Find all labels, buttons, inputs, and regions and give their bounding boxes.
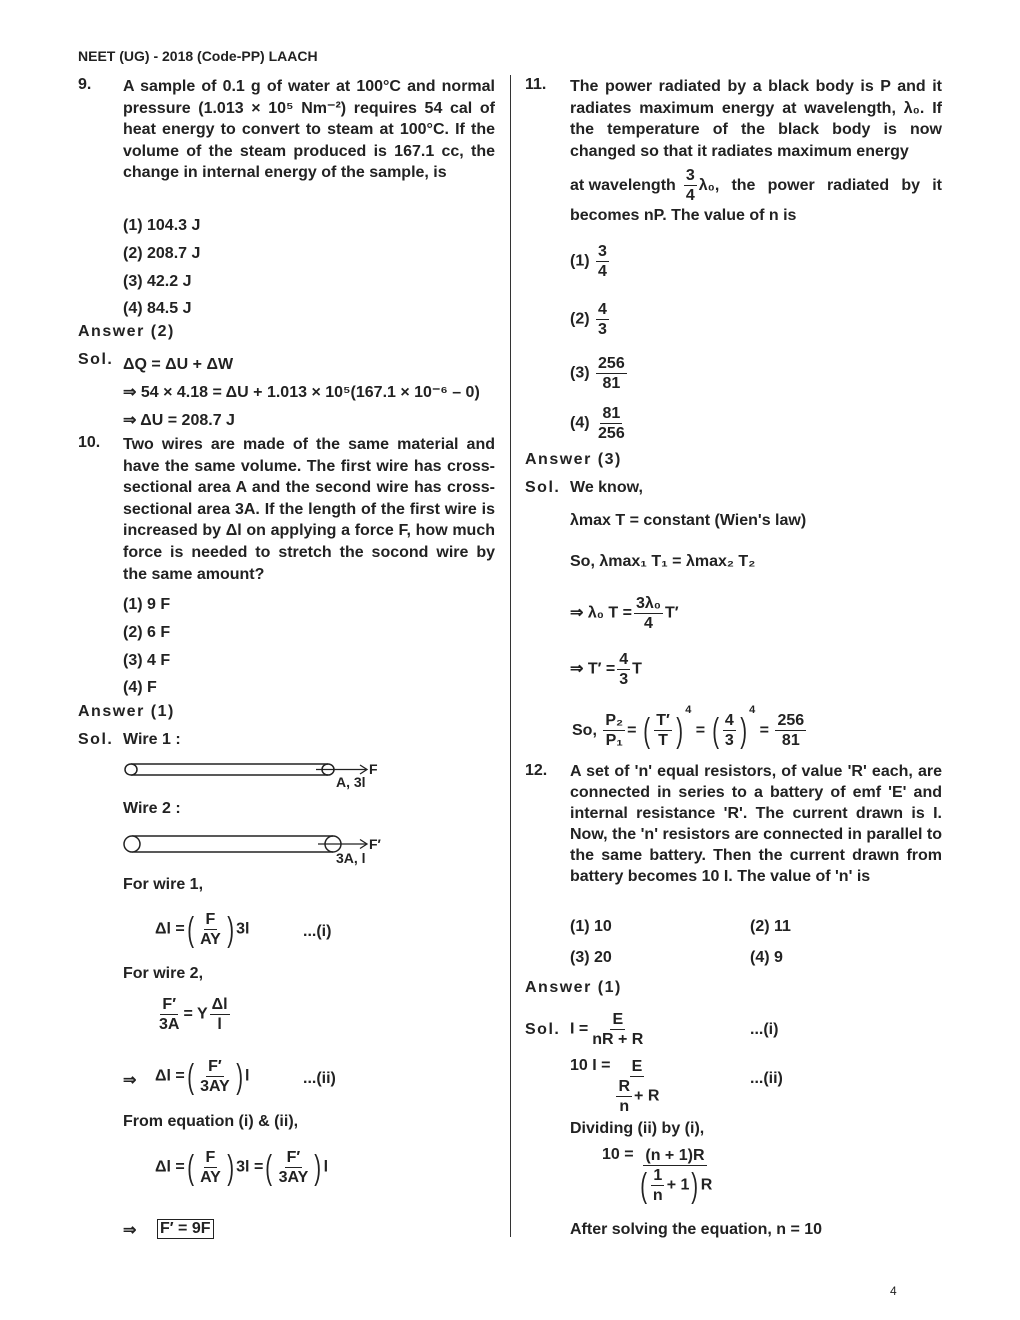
eq-num: P₂ [605, 712, 624, 730]
eq-num: 4 [619, 651, 629, 668]
sol-line: ⇒ ΔU = 208.7 J [123, 411, 235, 429]
q11-number: 11. [525, 76, 547, 93]
eq-text: ⇒ λ₀ T = [570, 604, 632, 622]
q10-options [123, 591, 170, 702]
q11-option-1 [570, 242, 611, 281]
q9-sol-label: Sol. [78, 351, 114, 368]
arrow: ⇒ [123, 1222, 137, 1239]
eq-text: l [323, 1158, 329, 1176]
text: λ₀, the power radiated by it [698, 176, 942, 194]
q11-answer: Answer (3) [525, 451, 622, 468]
frac-num: 256 [598, 355, 625, 372]
q11-text-line [570, 166, 942, 205]
eq-den: 3AY [200, 1078, 230, 1095]
eq-num: F′ [208, 1058, 222, 1075]
boxed-result: F′ = 9F [157, 1219, 214, 1239]
eq-den: l [217, 1016, 222, 1033]
eq-num: E [612, 1011, 624, 1028]
option: (3) 4 F [123, 651, 171, 669]
eq-den: 3A [159, 1016, 180, 1033]
eq-text: 3l = [236, 1158, 264, 1176]
q12-eq3: 10 = (n + 1)R ( $\frac{1}{n}$ + 1) R [602, 1146, 713, 1205]
q12-eq2 [570, 1057, 663, 1116]
option-label: (4) [570, 414, 590, 432]
q11-text-end: becomes nP. The value of n is [570, 207, 797, 224]
we-know: We know, [570, 479, 643, 496]
q9-options [123, 212, 200, 323]
eq-text: 10 = [602, 1146, 634, 1163]
q12-text: A set of 'n' equal resistors, of value 'R' each, are connected in series to a battery of emf 'E' and internal resistance 'R'. The current drawn is I. Now, the 'n' resistors are connected in parallel to the same battery. Then the current drawn from battery becomes 10 I. The value of 'n' is [570, 763, 942, 885]
frac-num: 4 [598, 301, 607, 318]
eq-tag: ...(ii) [303, 1070, 336, 1087]
eq-den: 3 [724, 732, 734, 750]
sol-line: ΔQ = ΔU + ΔW [123, 356, 234, 373]
eq-text: ⇒ T′ = [570, 660, 616, 678]
option: (3) 20 [570, 949, 612, 966]
option: (3) 42.2 J [123, 272, 192, 290]
q9-solution [123, 351, 480, 434]
eq-text: 10 I = [570, 1057, 611, 1074]
eq-num: R [618, 1078, 631, 1095]
q10-sol-label: Sol. [78, 731, 114, 748]
q9-answer: Answer (2) [78, 323, 175, 340]
option: (4) 9 [750, 949, 783, 966]
option: (2) 208.7 J [123, 244, 201, 262]
eq-tag: ...(ii) [750, 1070, 783, 1087]
page-header: NEET (UG) - 2018 (Code-PP) LAACH [78, 48, 318, 64]
frac-den: 4 [598, 263, 607, 280]
eq-text: T [632, 660, 642, 678]
frac-den: 81 [602, 375, 621, 392]
eq-num: E [631, 1058, 643, 1075]
eq-den: 3 [619, 671, 629, 688]
eq-den: 3AY [278, 1169, 309, 1186]
eq-tag: ...(i) [750, 1021, 779, 1038]
arrow: ⇒ [123, 1072, 137, 1089]
q12-answer: Answer (1) [525, 979, 622, 996]
exponent: 4 [685, 704, 692, 716]
eq-num: F [205, 911, 216, 928]
frac-num: 3 [598, 243, 607, 260]
option: (1) 9 F [123, 596, 171, 613]
eq-text: Δl = [155, 1067, 185, 1085]
eq-num: Δl [211, 996, 228, 1013]
q11-option-4 [570, 404, 629, 443]
eq-den: P₁ [605, 732, 623, 750]
eq-num: 4 [724, 712, 734, 730]
for-wire1: For wire 1, [123, 876, 204, 893]
q10-number: 10. [78, 434, 101, 451]
wire1-force: F [369, 761, 378, 777]
conclusion: After solving the equation, n = 10 [570, 1221, 823, 1238]
eq-num: T′ [656, 712, 670, 730]
eq-num: F′ [162, 996, 177, 1013]
frac-num: 3 [685, 167, 695, 184]
sol-line: ⇒ 54 × 4.18 = ΔU + 1.013 × 10⁵(167.1 × 10⁻⁶ – 0) [123, 383, 480, 401]
frac-den: 3 [598, 321, 607, 338]
column-divider [510, 75, 511, 1237]
eq-den: T [658, 732, 668, 750]
option: (1) 104.3 J [123, 217, 201, 234]
frac-num: 81 [602, 405, 621, 422]
q10-eq3: Δl =( $\frac{F'}{3AY}$ ) l [155, 1057, 250, 1096]
wire1-props: A, 3l [336, 774, 366, 790]
q12-number: 12. [525, 762, 548, 779]
q9-text: A sample of 0.1 g of water at 100°C and normal pressure (1.013 × 10⁵ Nm⁻²) requires 54 cal of heat energy to convert to steam at 100°C. If the volume of the steam produced is 167.1 cc, the change in internal energy of the sample, is [123, 78, 495, 182]
q10-eq1: Δl =( $\frac{F}{AY}$ ) 3l [155, 910, 250, 949]
q11-option-2 [570, 300, 611, 339]
eq-text: R [700, 1176, 713, 1194]
eq-tag: ...(i) [303, 923, 332, 940]
option-label: (2) [570, 310, 590, 328]
q10-eq4: Δl =( $\frac{F}{AY}$ ) 3l =( $\frac{F'}{3AY}$ ) l [155, 1148, 329, 1187]
eq-text: + R [634, 1087, 660, 1105]
eq-den: AY [200, 931, 221, 948]
option: (2) 11 [750, 918, 791, 935]
q11-sol-label: Sol. [525, 479, 561, 496]
eq-num: F′ [286, 1149, 301, 1166]
eq-num: (n + 1)R [645, 1147, 705, 1164]
eq-den: 4 [644, 615, 653, 632]
eq-text: Δl = [155, 1158, 185, 1176]
q12-sol-label: Sol. [525, 1021, 561, 1038]
q11-text: The power radiated by a black body is P and it radiates maximum energy at wavelength, λ₀. If the temperature of the black body is now changed so that it radiates maximum energy [570, 78, 942, 160]
q9-number: 9. [78, 76, 92, 93]
eq-num: 256 [777, 712, 805, 730]
eq-num: 3λ₀ [635, 595, 661, 612]
eq-text: I = [570, 1020, 589, 1038]
option: (1) 10 [570, 918, 612, 935]
eq-den: AY [200, 1169, 221, 1186]
eq-den: n [652, 1187, 663, 1204]
page-number: 4 [890, 1284, 897, 1298]
step-3 [570, 650, 642, 689]
frac-den: 4 [685, 187, 695, 204]
eq-num: 1 [653, 1167, 663, 1184]
eq-text: T′ [664, 604, 679, 622]
eq-num: F [205, 1149, 216, 1166]
q10-eq2 [155, 995, 232, 1034]
option: (4) F [123, 679, 157, 697]
eq-text: l [245, 1067, 250, 1085]
q11-option-3 [570, 354, 629, 393]
option-label: (1) [570, 252, 590, 270]
from-equation: From equation (i) & (ii), [123, 1113, 299, 1130]
option-label: (3) [570, 364, 590, 382]
wire2-props: 3A, l [336, 850, 366, 866]
dividing: Dividing (ii) by (i), [570, 1120, 705, 1137]
q10-answer: Answer (1) [78, 703, 175, 720]
wire2-force: F′ [369, 836, 381, 852]
eq-den: nR + R [592, 1031, 644, 1048]
step-1: So, λmax₁ T₁ = λmax₂ T₂ [570, 553, 756, 570]
wien-law: λmax T = constant (Wien's law) [570, 512, 807, 529]
step-4: So, $\frac{\text{P₂}}{\text{P₁}}$ = ( $\frac{T'}{T}$ )$^4$ = ( $\frac{4}{3}$ )$^4$ = $\frac{256}{81}$ [572, 704, 805, 750]
eq-den: n [619, 1098, 630, 1115]
eq-text: So, [572, 722, 597, 739]
text: at wavelength [570, 176, 676, 194]
q12-eq1 [570, 1010, 647, 1049]
frac-den: 256 [598, 425, 625, 442]
exponent: 4 [749, 704, 756, 716]
eq-text: Δl = [155, 920, 185, 938]
step-2 [570, 594, 679, 633]
eq-text: = Y [183, 1005, 208, 1023]
option: (4) 84.5 J [123, 300, 192, 318]
wire1-label: Wire 1 : [123, 731, 181, 748]
q10-text: Two wires are made of the same material and have the same volume. The first wire has cross-sectional area A and the second wire has cross-sectional area 3A. If the length of the first wire is increased by Δl on applying a force F, how much force is needed to stretch the socond wire by the same amount? [123, 436, 495, 583]
eq-den: 81 [781, 732, 800, 750]
eq-text: 3l [236, 920, 250, 938]
eq-text: + 1 [666, 1176, 690, 1194]
for-wire2: For wire 2, [123, 965, 204, 982]
wire2-label: Wire 2 : [123, 800, 181, 817]
option: (2) 6 F [123, 623, 171, 641]
